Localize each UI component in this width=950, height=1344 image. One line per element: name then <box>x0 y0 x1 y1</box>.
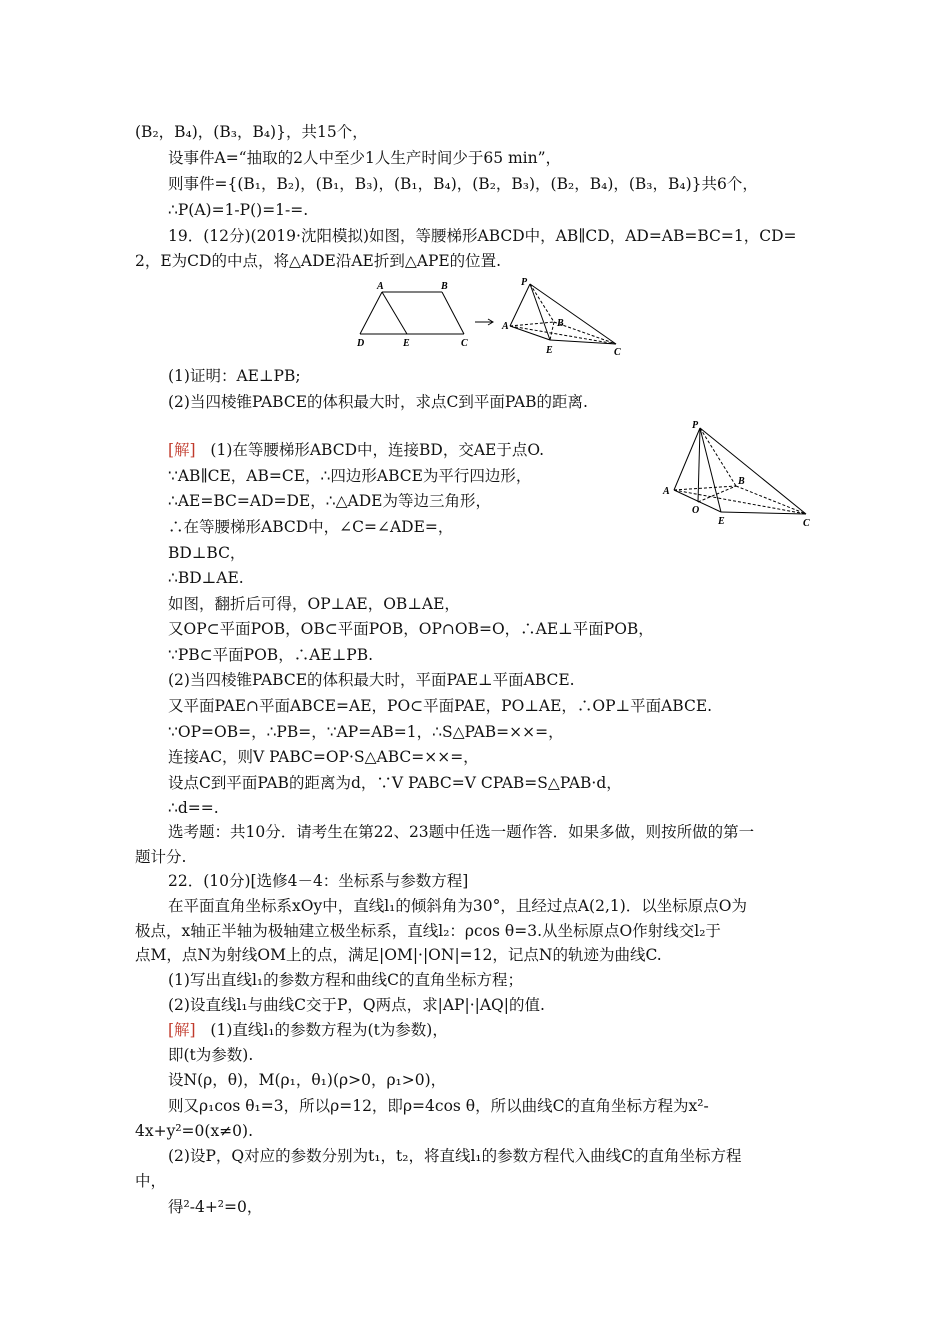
text-line: (B₂，B₄)，(B₃，B₄)}，共15个， <box>135 123 368 141</box>
label-E: E <box>718 516 725 527</box>
text-line: ∴P(A)=1-P()=1-=. <box>168 201 309 219</box>
label-P: P <box>521 277 528 288</box>
label-P: P <box>692 420 699 431</box>
label-C: C <box>614 347 621 358</box>
label-B: B <box>441 281 448 292</box>
label-A: A <box>502 321 509 332</box>
figure-trapezoid-fold <box>350 276 640 358</box>
question-part-2: (2)当四棱锥PABCE的体积最大时，求点C到平面PAB的距离. <box>168 393 588 411</box>
label-B: B <box>738 476 745 487</box>
label-E: E <box>546 345 553 356</box>
solution-line: 即(t为参数). <box>168 1046 254 1064</box>
solution-label: [解] <box>168 441 196 459</box>
label-E: E <box>403 338 410 349</box>
solution-line: ∵OP=OB=，∴PB=，∵AP=AB=1，∴S△PAB=××=， <box>168 723 564 741</box>
figure-pyramid <box>658 418 818 528</box>
label-C: C <box>803 518 810 528</box>
solution-line: ∵PB⊂平面POB，∴AE⊥PB. <box>168 646 374 664</box>
solution-line: 连接AC，则V PABC=OP·S△ABC=××=， <box>168 748 479 766</box>
solution-line: ∴d==. <box>168 799 219 817</box>
label-O: O <box>692 505 700 516</box>
solution-line: 4x+y²=0(x≠0). <box>135 1122 254 1140</box>
solution-line: ∵AB∥CE，AB=CE，∴四边形ABCE为平行四边形， <box>168 467 532 485</box>
solution-line: [解] (1)在等腰梯形ABCD中，连接BD，交AE于点O. <box>168 441 545 459</box>
question-part-1: (1)证明：AE⊥PB; <box>168 367 301 385</box>
solution-line: BD⊥BC， <box>168 544 246 562</box>
label-D: D <box>357 338 365 349</box>
solution-line: ∴在等腰梯形ABCD中，∠C=∠ADE=， <box>168 518 454 536</box>
text-line: 设事件A=“抽取的2人中至少1人生产时间少于65 min”， <box>168 149 562 167</box>
solution-line: 如图，翻折后可得，OP⊥AE，OB⊥AE， <box>168 595 460 613</box>
solution-line: 又平面PAE∩平面ABCE=AE，PO⊂平面PAE，PO⊥AE，∴OP⊥平面ABCE. <box>168 697 713 715</box>
solution-line: 得²-4+²=0， <box>168 1198 263 1216</box>
solution-line: (2)当四棱锥PABCE的体积最大时，平面PAE⊥平面ABCE. <box>168 671 575 689</box>
solution-line: 设点C到平面PAB的距离为d，∵V PABC=V CPAB=S△PAB·d， <box>168 774 622 792</box>
solution-label: [解] <box>168 1021 196 1039</box>
solution-line: 又OP⊂平面POB，OB⊂平面POB，OP∩OB=O，∴AE⊥平面POB， <box>168 620 654 638</box>
label-A: A <box>377 281 384 292</box>
problem-22-title: 22．(10分)[选修4－4：坐标系与参数方程] <box>168 872 469 890</box>
label-A: A <box>663 486 670 497</box>
solution-line: [解] (1)直线l₁的参数方程为(t为参数)， <box>168 1021 448 1039</box>
section-note: 题计分. <box>135 848 187 866</box>
label-C: C <box>461 338 468 349</box>
section-note: 选考题：共10分．请考生在第22、23题中任选一题作答．如果多做，则按所做的第一 <box>168 823 755 841</box>
solution-line: ∴AE=BC=AD=DE，∴△ADE为等边三角形， <box>168 492 491 510</box>
problem-22-line: 点M，点N为射线OM上的点，满足|OM|·|ON|=12，记点N的轨迹为曲线C. <box>135 946 662 964</box>
problem-19-line: 2，E为CD的中点，将△ADE沿AE折到△APE的位置. <box>135 252 502 270</box>
text-line: 则事件={(B₁，B₂)，(B₁，B₃)，(B₁，B₄)，(B₂，B₃)，(B₂，B₄)，(B₃，B₄)}共6个， <box>168 175 758 193</box>
solution-line: (2)设P，Q对应的参数分别为t₁，t₂，将直线l₁的参数方程代入曲线C的直角坐标方程 <box>168 1147 742 1165</box>
label-B: B <box>557 318 564 329</box>
solution-line: 设N(ρ，θ)，M(ρ₁，θ₁)(ρ>0，ρ₁>0)， <box>168 1071 447 1089</box>
solution-line: 则又ρ₁cos θ₁=3，所以ρ=12，即ρ=4cos θ，所以曲线C的直角坐标方程为x²- <box>168 1097 709 1115</box>
problem-22-line: 在平面直角坐标系xOy中，直线l₁的倾斜角为30°，且经过点A(2,1)．以坐标原点O为 <box>168 897 747 915</box>
solution-line: 中， <box>135 1172 167 1190</box>
question-part-2: (2)设直线l₁与曲线C交于P，Q两点，求|AP|·|AQ|的值. <box>168 996 545 1014</box>
problem-22-line: 极点，x轴正半轴为极轴建立极坐标系，直线l₂：ρcos θ=3.从坐标原点O作射线交l₂于 <box>135 922 721 940</box>
solution-line: ∴BD⊥AE. <box>168 569 244 587</box>
problem-19-line: 19．(12分)(2019·沈阳模拟)如图，等腰梯形ABCD中，AB∥CD，AD=AB=BC=1，CD= <box>168 227 797 245</box>
question-part-1: (1)写出直线l₁的参数方程和曲线C的直角坐标方程； <box>168 971 523 989</box>
